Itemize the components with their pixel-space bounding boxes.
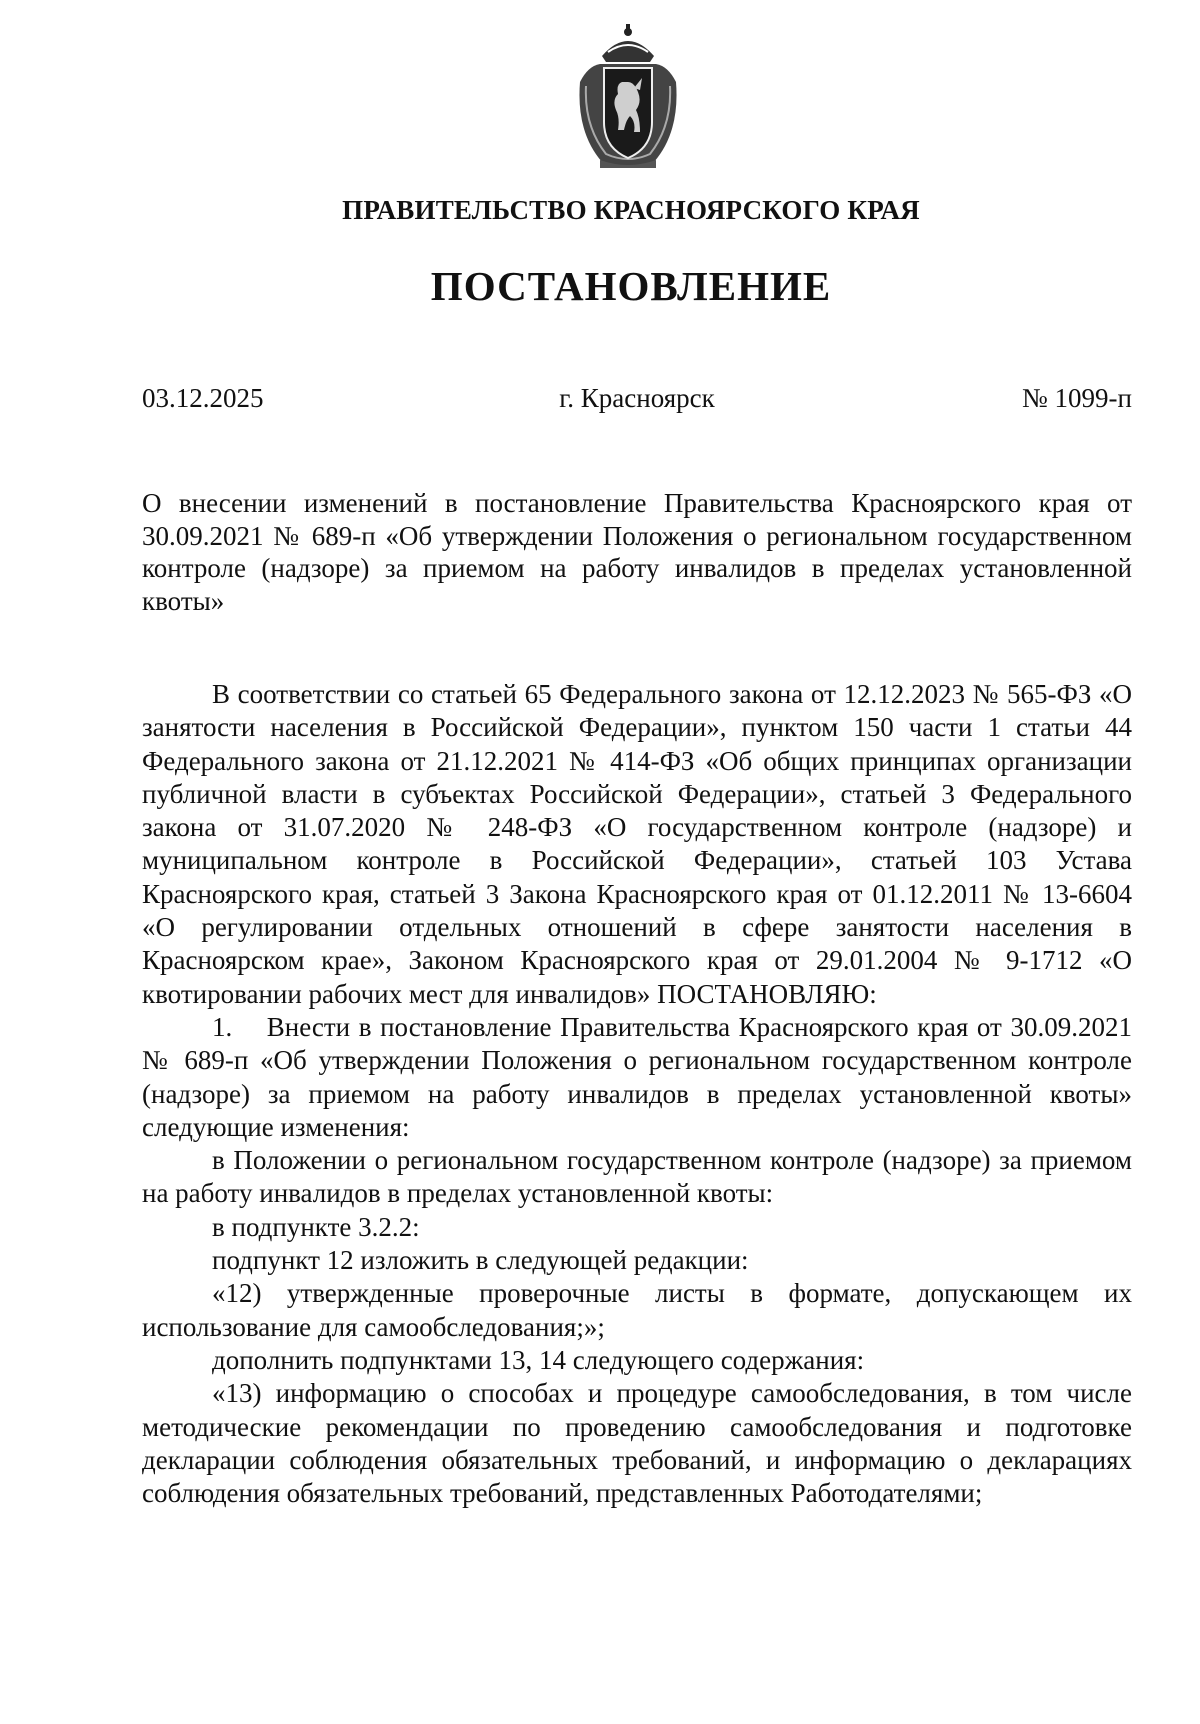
document-subject: О внесении изменений в постановление Правительства Красноярского края от 30.09.2021 № 689-п «Об утверждении Положения о региональном государственном контроле (надзоре) за приемом на работу инвалидов в пределах установленной квоты» (142, 488, 1132, 616)
coat-of-arms-icon (572, 22, 684, 172)
document-date: 03.12.2025 (142, 383, 264, 413)
government-name: ПРАВИТЕЛЬСТВО КРАСНОЯРСКОГО КРАЯ (342, 195, 920, 225)
sub13-text-paragraph: «13) информацию о способах и процедуре самообследования, в том числе методические рекомендации по проведению самообследования и подготовке декларации соблюдения обязательных требований, и информацию о декларациях соблюдения обязательных требований, представленных Работодателями; (142, 1378, 1132, 1509)
preamble-paragraph: В соответствии со статьей 65 Федерального закона от 12.12.2023 № 565-ФЗ «О занятости населения в Российской Федерации», пунктом 150 части 1 статьи 44 Федерального закона от 21.12.2021 № 414-ФЗ «Об общих принципах организации публичной власти в субъектах Российской Федерации», статьей 3 Федерального закона от 31.07.2020 № 248-ФЗ «О государственном контроле (надзоре) и муниципальном контроле в Российской Федерации», статьей 103 Устава Красноярского края, статьей 3 Закона Красноярского края от 01.12.2011 № 13-6604 «О регулировании отдельных отношений в сфере занятости населения в Красноярском крае», Законом Красноярского края от 29.01.2004 № 9-1712 «О квотировании рабочих мест для инвалидов» ПОСТАНОВЛЯЮ: (142, 679, 1132, 1009)
document-type-title: ПОСТАНОВЛЕНИЕ (430, 263, 832, 309)
point-1-paragraph: 1. Внести в постановление Правительства Красноярского края от 30.09.2021 № 689-п «Об утверждении Положения о региональном государственном контроле (надзоре) за приемом на работу инвалидов в пределах установленной квоты» следующие изменения: (142, 1011, 1132, 1142)
sub12-intro-paragraph: подпункт 12 изложить в следующей редакции: (212, 1245, 749, 1276)
document-meta-row (142, 383, 1132, 423)
regulation-paragraph: в Положении о региональном государственном контроле (надзоре) за приемом на работу инвалидов в пределах установленной квоты: (142, 1145, 1132, 1209)
subpoint-paragraph: в подпункте 3.2.2: (212, 1211, 420, 1242)
document-body (142, 678, 1132, 1510)
sub12-text-paragraph: «12) утвержденные проверочные листы в формате, допускающем их использование для самообследования;»; (142, 1278, 1132, 1342)
add-subpoints-paragraph: дополнить подпунктами 13, 14 следующего содержания: (212, 1344, 865, 1375)
document-number: № 1099-п (1022, 383, 1132, 413)
document-city: г. Красноярск (559, 383, 715, 413)
